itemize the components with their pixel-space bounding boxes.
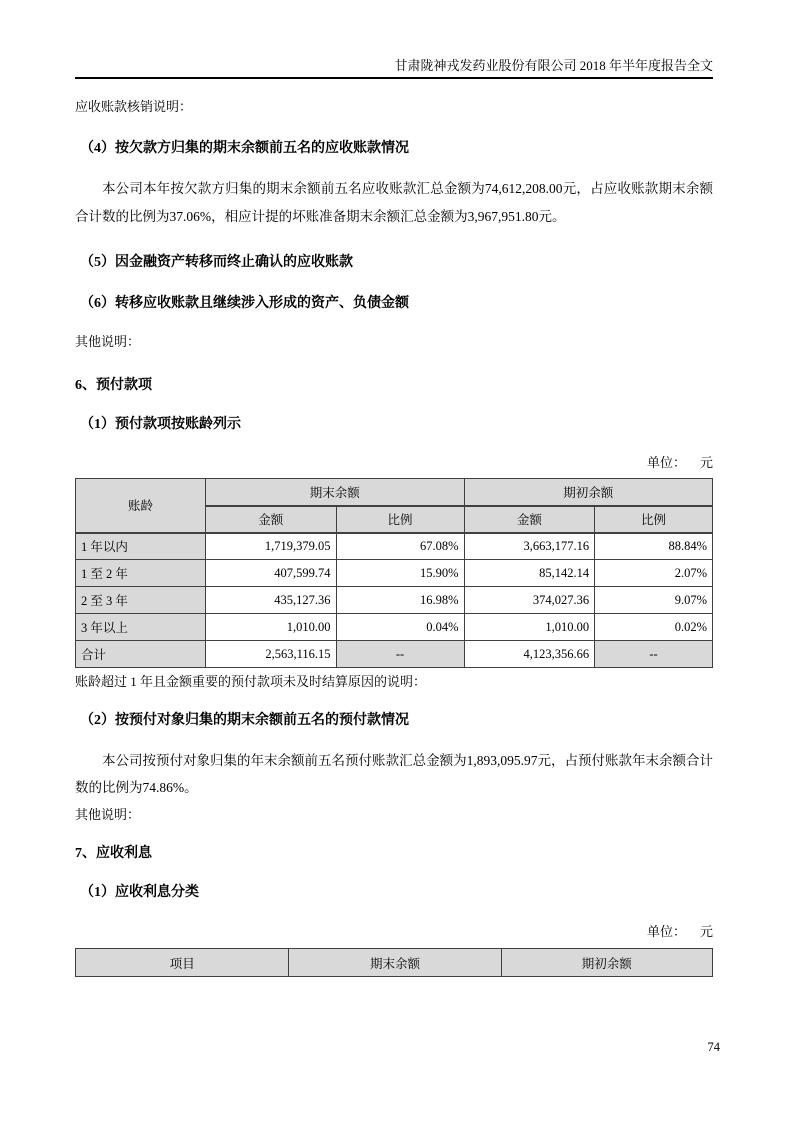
page-content <box>75 92 713 977</box>
beg-ratio-cell: 0.02% <box>595 614 713 641</box>
unit-label: 单位： <box>646 924 686 939</box>
beg-ratio-cell: 88.84% <box>595 533 713 560</box>
heading-interest-receivable: 7、应收利息 <box>75 846 152 861</box>
heading-prepayments-by-aging: （1）预付款项按账龄列示 <box>80 417 241 432</box>
table-row-2-to-3-years <box>76 587 713 614</box>
paragraph-receivables-top5: 本公司本年按欠款方归集的期末余额前五名应收账款汇总金额为74,612,208.00元，占应收账款期末余额合计数的比例为37.06%，相应计提的坏账准备期末余额汇总金额为3,967,951.80元。 <box>75 181 713 224</box>
beg-amount-cell: 374,027.36 <box>464 587 595 614</box>
end-amount-cell: 1,719,379.05 <box>205 533 336 560</box>
unit-value: 元 <box>699 924 713 939</box>
end-ratio-cell: 67.08% <box>336 533 464 560</box>
end-amount-cell: 407,599.74 <box>205 560 336 587</box>
aging-label: 2 至 3 年 <box>76 587 206 614</box>
col-header-ending-amount: 金额 <box>205 506 336 533</box>
table-header-row-1 <box>76 479 713 506</box>
heading-prepayments: 6、预付款项 <box>75 378 152 393</box>
interest-receivable-table <box>75 948 713 977</box>
heading-derecognized-receivables: （5）因金融资产转移而终止确认的应收账款 <box>80 255 353 270</box>
unit-value: 元 <box>699 455 713 470</box>
running-header: 甘肃陇神戎发药业股份有限公司 2018 年半年度报告全文 <box>394 58 713 73</box>
table-row-1-to-2-years <box>76 560 713 587</box>
beg-amount-cell: 3,663,177.16 <box>464 533 595 560</box>
total-end-ratio-cell: -- <box>336 641 464 668</box>
total-label: 合计 <box>76 641 206 668</box>
total-end-amount-cell: 2,563,116.15 <box>205 641 336 668</box>
table-row-total <box>76 641 713 668</box>
col-header-beginning-amount: 金额 <box>464 506 595 533</box>
end-amount-cell: 435,127.36 <box>205 587 336 614</box>
aging-label: 3 年以上 <box>76 614 206 641</box>
end-ratio-cell: 0.04% <box>336 614 464 641</box>
aging-label: 1 年以内 <box>76 533 206 560</box>
col-header-beginning-ratio: 比例 <box>595 506 713 533</box>
col-header-item: 项目 <box>76 949 289 977</box>
total-beg-amount-cell: 4,123,356.66 <box>464 641 595 668</box>
heading-transferred-receivables: （6）转移应收账款且继续涉入形成的资产、负债金额 <box>80 296 409 311</box>
table-row-over-3-years <box>76 614 713 641</box>
end-ratio-cell: 16.98% <box>336 587 464 614</box>
receivables-writeoff-note: 应收账款核销说明： <box>75 99 193 114</box>
beg-amount-cell: 85,142.14 <box>464 560 595 587</box>
heading-prepayments-top5: （2）按预付对象归集的期末余额前五名的预付款情况 <box>80 713 409 728</box>
unit-line-interest <box>75 921 713 940</box>
col-header-ending-ratio: 比例 <box>336 506 464 533</box>
total-beg-ratio-cell: -- <box>595 641 713 668</box>
heading-interest-classification: （1）应收利息分类 <box>80 885 199 900</box>
unit-line-prepayments <box>75 452 713 471</box>
end-ratio-cell: 15.90% <box>336 560 464 587</box>
beg-ratio-cell: 2.07% <box>595 560 713 587</box>
prepayment-aging-table <box>75 478 713 668</box>
col-header-beginning-balance: 期初余额 <box>464 479 712 506</box>
beg-amount-cell: 1,010.00 <box>464 614 595 641</box>
aging-label: 1 至 2 年 <box>76 560 206 587</box>
prepayments-other-note: 其他说明： <box>75 807 141 822</box>
receivables-other-note: 其他说明： <box>75 334 141 349</box>
end-amount-cell: 1,010.00 <box>205 614 336 641</box>
paragraph-prepayments-top5: 本公司按预付对象归集的年末余额前五名预付账款汇总金额为1,893,095.97元，占预付账款年末余额合计数的比例为74.86%。 <box>75 753 713 795</box>
unit-label: 单位： <box>646 455 686 470</box>
header-rule <box>75 77 713 79</box>
table-row-within-1-year <box>76 533 713 560</box>
prepayment-aging-note: 账龄超过 1 年且金额重要的预付款项未及时结算原因的说明： <box>75 674 427 689</box>
col-header-ending-balance: 期末余额 <box>205 479 464 506</box>
heading-receivables-top5: （4）按欠款方归集的期末余额前五名的应收账款情况 <box>80 141 409 156</box>
col-header-beginning-balance: 期初余额 <box>501 949 713 977</box>
col-header-ending-balance: 期末余额 <box>289 949 501 977</box>
beg-ratio-cell: 9.07% <box>595 587 713 614</box>
col-header-aging: 账龄 <box>76 479 206 533</box>
page-number: 74 <box>707 1040 720 1054</box>
table-header-row <box>76 949 713 977</box>
